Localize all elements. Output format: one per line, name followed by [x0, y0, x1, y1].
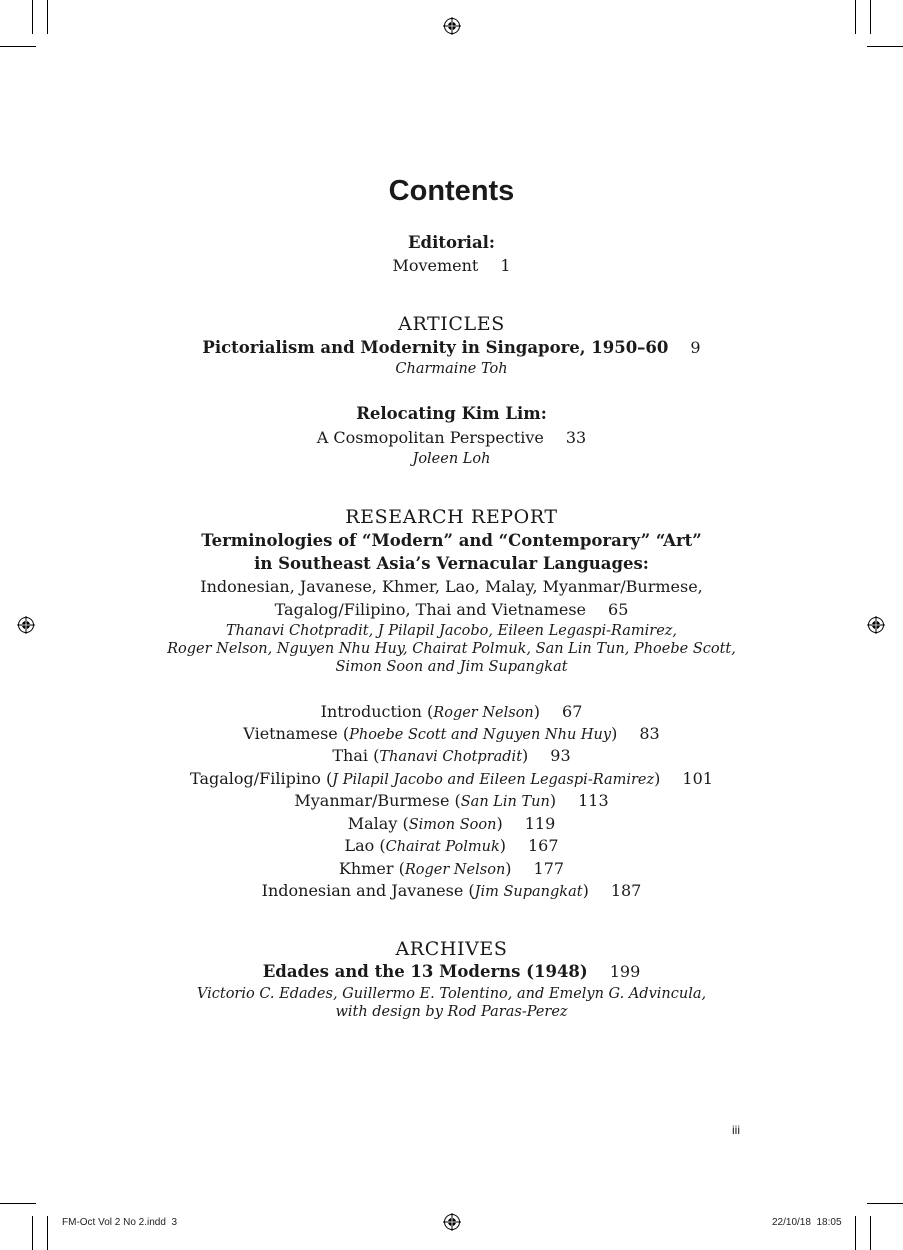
editorial-item: Movement	[392, 256, 479, 275]
paren-open: (	[468, 881, 475, 900]
research-section-entry[interactable]	[0, 702, 903, 721]
section-name: Lao	[344, 836, 375, 855]
archives-heading: ARCHIVES	[395, 938, 508, 960]
archives-page: 199	[609, 962, 641, 981]
registration-mark-icon	[443, 1213, 461, 1231]
registration-mark-icon	[443, 17, 461, 35]
research-section-entry[interactable]	[0, 814, 903, 833]
paren-open: (	[427, 702, 434, 721]
section-name: Myanmar/Burmese	[294, 791, 450, 810]
paren-close: )	[611, 724, 618, 743]
article-author: Joleen Loh	[412, 451, 491, 467]
article-entry[interactable]	[0, 338, 903, 357]
paren-close: )	[496, 814, 503, 833]
article-author: Charmaine Toh	[395, 361, 508, 377]
slug-date: 22/10/18	[772, 1217, 811, 1228]
section-page: 177	[533, 859, 565, 878]
section-page: 67	[562, 702, 583, 721]
paren-close: )	[582, 881, 589, 900]
research-author-line: Roger Nelson, Nguyen Nhu Huy, Chairat Polmuk, San Lin Tun, Phoebe Scott,	[167, 641, 736, 657]
paren-open: (	[398, 859, 405, 878]
article-page: 33	[565, 428, 587, 447]
section-author: Thanavi Chotpradit	[379, 749, 523, 765]
section-author: Roger Nelson	[404, 862, 506, 878]
paren-close: )	[505, 859, 512, 878]
article-page: 9	[690, 338, 701, 357]
paren-close: )	[549, 791, 557, 810]
research-author-line: Thanavi Chotpradit, J Pilapil Jacobo, Eileen Legaspi-Ramirez,	[225, 623, 678, 639]
archives-author-line: with design by Rod Paras-Perez	[335, 1004, 568, 1020]
editorial-page: 1	[500, 256, 511, 275]
article-subtitle: A Cosmopolitan Perspective	[316, 428, 544, 447]
section-page: 119	[524, 814, 556, 833]
paren-close: )	[654, 769, 661, 788]
section-page: 93	[550, 746, 571, 765]
section-author: Jim Supangkat	[474, 884, 583, 900]
paren-close: )	[533, 702, 541, 721]
research-title-line: in Southeast Asia’s Vernacular Languages:	[254, 554, 649, 573]
research-subtitle-line: Indonesian, Javanese, Khmer, Lao, Malay, Myanmar/Burmese,	[200, 577, 703, 596]
archives-author-line: Victorio C. Edades, Guillermo E. Tolentino, and Emelyn G. Advincula,	[196, 986, 707, 1002]
section-name: Introduction	[320, 702, 422, 721]
research-author-line: Simon Soon and Jim Supangkat	[335, 659, 568, 675]
section-name: Tagalog/Filipino	[190, 769, 321, 788]
article-title: Relocating Kim Lim:	[356, 404, 547, 423]
section-author: Phoebe Scott and Nguyen Nhu Huy	[349, 727, 612, 743]
paren-open: (	[402, 814, 409, 833]
section-name: Malay	[347, 814, 398, 833]
research-section-entry[interactable]	[0, 836, 903, 855]
research-section-entry[interactable]	[0, 746, 903, 765]
research-section-entry[interactable]	[0, 881, 903, 900]
archives-title: Edades and the 13 Moderns (1948)	[262, 962, 588, 981]
paren-open: (	[373, 746, 380, 765]
section-name: Indonesian and Javanese	[261, 881, 464, 900]
section-page: 101	[682, 769, 713, 788]
section-page: 187	[610, 881, 642, 900]
section-author: Roger Nelson	[433, 705, 534, 721]
page-folio: iii	[732, 1123, 740, 1137]
article-title: Pictorialism and Modernity in Singapore, 1950–60	[202, 338, 669, 357]
research-subtitle-line: Tagalog/Filipino, Thai and Vietnamese	[274, 600, 587, 619]
research-title-line: Terminologies of “Modern” and “Contemporary” “Art”	[201, 531, 702, 550]
article-entry[interactable]	[0, 428, 903, 447]
paren-open: (	[326, 769, 333, 788]
page-title: Contents	[388, 175, 515, 207]
research-entry[interactable]	[0, 600, 903, 619]
editorial-heading: Editorial:	[407, 233, 496, 252]
research-page: 65	[608, 600, 629, 619]
section-name: Vietnamese	[243, 724, 338, 743]
research-section-entry[interactable]	[0, 724, 903, 743]
section-author: San Lin Tun	[460, 794, 550, 810]
section-name: Khmer	[338, 859, 394, 878]
paren-open: (	[342, 724, 350, 743]
archives-entry[interactable]	[0, 962, 903, 981]
section-name: Thai	[332, 746, 368, 765]
slug-file	[62, 1217, 177, 1228]
research-section-entry[interactable]	[0, 791, 903, 810]
section-author: Chairat Polmuk	[385, 839, 500, 855]
articles-heading: ARTICLES	[398, 313, 505, 335]
paren-close: )	[499, 836, 506, 855]
slug-filename: FM-Oct Vol 2 No 2.indd	[62, 1217, 166, 1228]
paren-open: (	[454, 791, 461, 810]
section-page: 167	[527, 836, 559, 855]
section-page: 113	[578, 791, 609, 810]
research-heading: RESEARCH REPORT	[345, 506, 558, 528]
paren-close: )	[522, 746, 529, 765]
slug-time: 18:05	[816, 1217, 842, 1228]
slug-sheet: 3	[171, 1217, 178, 1228]
paren-open: (	[379, 836, 386, 855]
slug-timestamp	[772, 1217, 842, 1228]
section-author: J Pilapil Jacobo and Eileen Legaspi-Ramirez	[332, 772, 655, 788]
editorial-entry[interactable]	[0, 256, 903, 275]
section-author: Simon Soon	[408, 817, 497, 833]
research-section-entry[interactable]	[0, 769, 903, 788]
research-section-entry[interactable]	[0, 859, 903, 878]
section-page: 83	[639, 724, 660, 743]
